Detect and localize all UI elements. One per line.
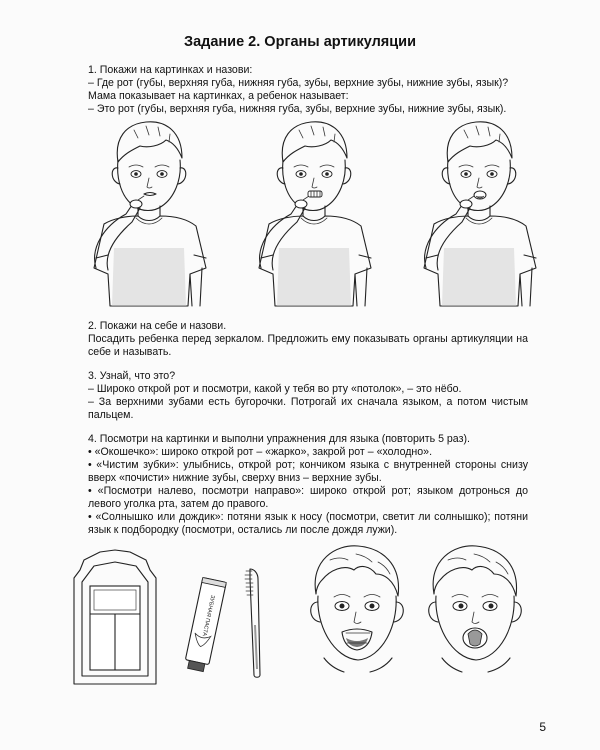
- boys-illustration: [74, 118, 534, 308]
- section-1-heading: 1. Покажи на картинках и назови:: [88, 64, 253, 76]
- exercise-item: • «Чистим зубки»: улыбнись, открой рот; кончиком языка с внутренней стороны снизу вверх «почисти» нижние зубы, сверху вниз – верхние зубы.: [88, 459, 528, 484]
- toothpaste-label: ЗУБНАЯ ПАСТА: [200, 594, 216, 637]
- section-2-text: Посадить ребенка перед зеркалом. Предложить ему показывать органы артикуляции на себе и называть.: [88, 333, 528, 358]
- child-face-tongue: [418, 540, 530, 675]
- section-1-answer: – Это рот (губы, верхняя губа, нижняя губа, зубы, верхние зубы, нижние зубы, язык).: [88, 103, 507, 115]
- page-number: 5: [539, 720, 546, 734]
- boy-pointing-tongue: [424, 122, 536, 306]
- section-2: [88, 320, 528, 359]
- window-illustration: [70, 548, 160, 688]
- page-title: Задание 2. Органы артикуляции: [184, 34, 416, 50]
- section-3: [88, 370, 528, 422]
- section-2-heading: 2. Покажи на себе и назови.: [88, 320, 227, 332]
- section-3-heading: 3. Узнай, что это?: [88, 370, 176, 382]
- section-3-line1: – Широко открой рот и посмотри, какой у тебя во рту «потолок», – это нёбо.: [88, 383, 462, 395]
- section-4-heading: 4. Посмотри на картинки и выполни упражнения для языка (повторить 5 раз).: [88, 433, 470, 445]
- toothpaste-illustration: [175, 575, 235, 675]
- section-3-line2: – За верхними зубами есть бугорочки. Потрогай их сначала языком, а потом чистым пальцем.: [88, 396, 528, 421]
- section-1-question: – Где рот (губы, верхняя губа, нижняя губа, зубы, верхние зубы, нижние зубы, язык)?: [88, 77, 509, 89]
- boy-pointing-teeth: [259, 122, 371, 306]
- exercise-item: • «Посмотри налево, посмотри направо»: широко открой рот; языком дотронься до левого уголка рта, затем до правого.: [88, 485, 528, 510]
- boy-pointing-lips: [94, 122, 206, 306]
- exercise-item: • «Солнышко или дождик»: потяни язык к носу (посмотри, светит ли солнышко); потяни язык к подбородку (посмотри, остались ли после дождя лужи).: [88, 511, 528, 536]
- exercise-item: • «Окошечко»: широко открой рот – «жарко», закрой рот – «холодно».: [88, 446, 433, 458]
- toothbrush-illustration: [238, 565, 278, 680]
- section-1: [88, 64, 528, 116]
- section-1-note: Мама показывает на картинках, а ребенок называет:: [88, 90, 349, 102]
- child-face-open-mouth: [300, 540, 412, 675]
- section-4: [88, 433, 528, 537]
